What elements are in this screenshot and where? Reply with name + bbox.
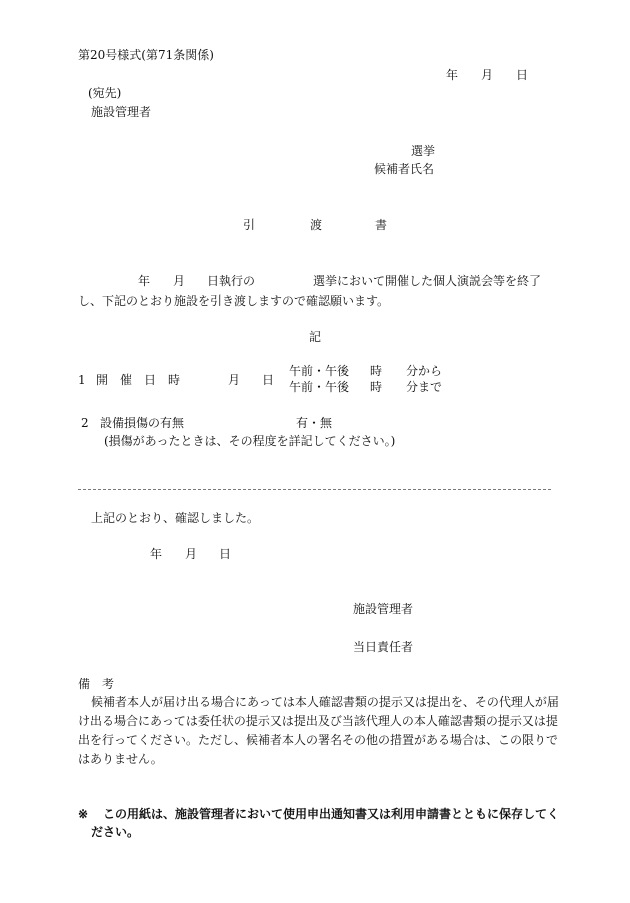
form-number: 第20号様式(第71条関係) — [78, 48, 214, 62]
item1-ampm-to: 午前・午後 — [289, 380, 350, 394]
date-year: 年 — [446, 68, 459, 82]
item1-ampm-from: 午前・午後 — [289, 364, 350, 378]
title-char-1: 引 — [243, 218, 256, 232]
ki-heading: 記 — [309, 330, 322, 344]
body-year: 年 — [138, 274, 151, 288]
title-char-2: 渡 — [310, 218, 323, 232]
confirm-text: 上記のとおり、確認しました。 — [91, 511, 260, 525]
item1-hour-to: 時 — [370, 380, 383, 394]
body-line1-rest: 選挙において開催した個人演説会等を終了 — [313, 274, 542, 288]
item2-note: (損傷があったときは、その程度を詳記してください。) — [104, 434, 396, 448]
body-line2: し、下記のとおり施設を引き渡しますので確認願います。 — [78, 294, 390, 308]
remarks-heading: 備 考 — [78, 677, 115, 691]
facility-manager-label: 施設管理者 — [353, 602, 414, 616]
remarks-line-4: はありません。 — [78, 752, 163, 766]
item2-number: 2 — [81, 416, 89, 430]
item1-min-to: 分まで — [406, 380, 443, 394]
footer-mark: ※ — [78, 807, 89, 821]
body-month: 月 — [173, 274, 186, 288]
addressee-label: (宛先) — [88, 86, 122, 100]
item1-day: 日 — [262, 373, 275, 387]
confirm-year: 年 — [150, 547, 163, 561]
cut-line — [78, 489, 551, 490]
body-day-exec: 日執行の — [207, 274, 256, 288]
candidate-name-label: 候補者氏名 — [374, 162, 435, 176]
item2-label: 設備損傷の有無 — [100, 416, 185, 430]
item2-choice: 有・無 — [296, 416, 333, 430]
item1-label: 開 催 日 時 — [96, 373, 181, 387]
item1-month: 月 — [228, 373, 241, 387]
remarks-line-1: 候補者本人が届け出る場合にあっては本人確認書類の提示又は提出を、その代理人が届 — [91, 695, 559, 709]
election-label: 選挙 — [411, 144, 436, 158]
item1-min-from: 分から — [406, 364, 443, 378]
date-day: 日 — [516, 68, 529, 82]
remarks-line-2: け出る場合にあっては委任状の提示又は提出及び当該代理人の本人確認書類の提示又は提 — [78, 714, 558, 728]
confirm-day: 日 — [219, 547, 232, 561]
footer-line-2: ださい。 — [91, 825, 140, 839]
addressee: 施設管理者 — [91, 105, 152, 119]
footer-line-1: この用紙は、施設管理者において使用申出通知書又は利用申請書とともに保存してく — [103, 807, 560, 821]
item1-hour-from: 時 — [370, 364, 383, 378]
date-month: 月 — [481, 68, 494, 82]
remarks-line-3: 出を行ってください。ただし、候補者本人の署名その他の措置がある場合は、この限りで — [78, 733, 559, 747]
title-char-3: 書 — [375, 218, 388, 232]
responsible-person-label: 当日責任者 — [353, 640, 414, 654]
item1-number: 1 — [78, 373, 86, 387]
confirm-month: 月 — [185, 547, 198, 561]
